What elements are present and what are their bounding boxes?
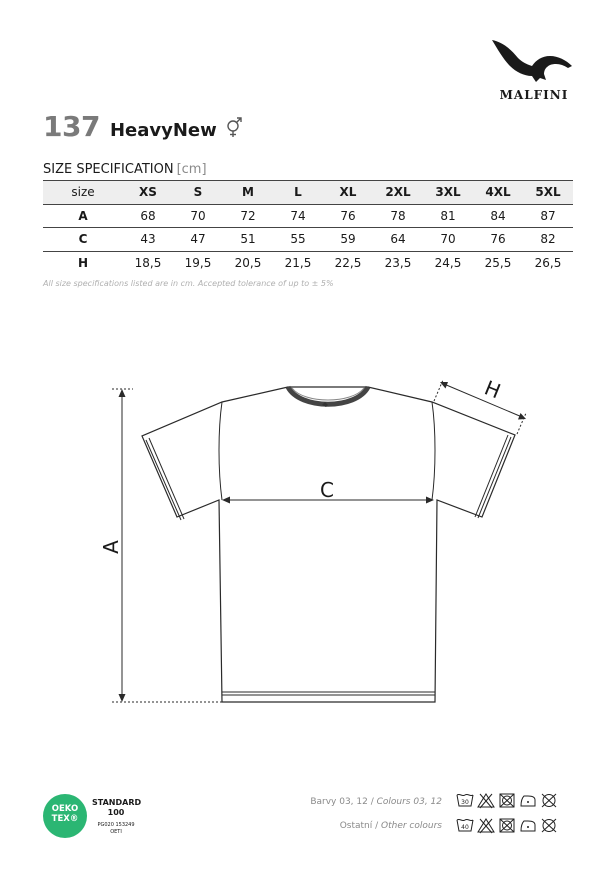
header-cell: XS bbox=[139, 185, 157, 200]
table-cell: 25,5 bbox=[484, 256, 512, 270]
product-number: 137 bbox=[43, 110, 100, 143]
header-cell: M bbox=[242, 185, 254, 200]
colours1-cz: Barvy 03, 12 / bbox=[310, 797, 377, 807]
table-cell: 18,5 bbox=[134, 256, 162, 270]
colours1-en: Colours 03, 12 bbox=[376, 797, 442, 807]
brand-logo bbox=[488, 36, 580, 104]
table-cell: 78 bbox=[390, 208, 406, 223]
size-table-header bbox=[43, 181, 573, 205]
standard-label bbox=[92, 798, 140, 818]
header-cell: S bbox=[193, 185, 203, 200]
table-row bbox=[43, 204, 573, 228]
header-cell: 2XL bbox=[385, 185, 411, 200]
table-cell: 82 bbox=[540, 232, 556, 247]
no-bleach-icon bbox=[477, 792, 495, 809]
size-spec-title: SIZE SPECIFICATION bbox=[43, 162, 174, 177]
no-dry-clean-icon bbox=[540, 792, 558, 809]
table-cell: 87 bbox=[540, 208, 556, 223]
no-bleach-icon bbox=[477, 817, 495, 834]
product-name: HeavyNew bbox=[109, 120, 217, 141]
row-label: C bbox=[78, 232, 88, 247]
table-cell: 76 bbox=[490, 232, 506, 247]
wash-temp-2: 40 bbox=[461, 824, 469, 831]
brand-name: MALFINI bbox=[499, 88, 569, 102]
tshirt-diagram bbox=[0, 370, 614, 720]
oeko-line1: OEKO bbox=[51, 804, 79, 814]
table-cell: 55 bbox=[290, 232, 306, 247]
iron-low-icon bbox=[519, 792, 537, 809]
wash-30-icon bbox=[456, 792, 474, 809]
colours-line-1 bbox=[310, 797, 442, 807]
colours2-cz: Ostatní / bbox=[339, 821, 382, 831]
eagle-icon bbox=[488, 36, 580, 88]
table-cell: 81 bbox=[440, 208, 456, 223]
table-cell: 72 bbox=[240, 208, 256, 223]
standard-line1: STANDARD bbox=[92, 798, 142, 807]
table-cell: 47 bbox=[190, 232, 206, 247]
row-label: H bbox=[77, 256, 89, 270]
table-cell: 70 bbox=[440, 232, 456, 247]
certificate-code bbox=[92, 822, 140, 836]
wash-40-icon bbox=[456, 817, 474, 834]
wash-temp-1: 30 bbox=[461, 799, 469, 806]
header-cell: 3XL bbox=[435, 185, 461, 200]
size-spec-unit: [cm] bbox=[176, 162, 207, 177]
cert-line1: PG020 153249 bbox=[97, 822, 135, 828]
table-cell: 68 bbox=[140, 208, 156, 223]
oeko-line2: TEX® bbox=[51, 814, 79, 824]
unisex-icon bbox=[225, 116, 243, 138]
table-cell: 59 bbox=[340, 232, 356, 247]
oeko-tex-text bbox=[43, 794, 87, 838]
label-c: C bbox=[320, 478, 334, 502]
table-cell: 21,5 bbox=[284, 256, 312, 270]
tshirt-outline bbox=[142, 387, 515, 702]
table-row bbox=[43, 228, 573, 252]
product-title bbox=[43, 110, 243, 144]
tolerance-note: All size specifications listed are in cm. Accepted tolerance of up to ± 5% bbox=[43, 279, 334, 288]
table-cell: 74 bbox=[290, 208, 306, 223]
header-cell: 5XL bbox=[535, 185, 561, 200]
table-cell: 64 bbox=[390, 232, 406, 247]
table-cell: 51 bbox=[240, 232, 256, 247]
care-symbols-row-1 bbox=[456, 792, 558, 809]
size-spec-heading bbox=[43, 162, 207, 177]
no-dry-clean-icon bbox=[540, 817, 558, 834]
table-row bbox=[43, 251, 573, 275]
row-label: A bbox=[78, 208, 88, 223]
table-cell: 76 bbox=[340, 208, 356, 223]
table-cell: 70 bbox=[190, 208, 206, 223]
standard-line2: 100 bbox=[107, 808, 125, 817]
table-cell: 84 bbox=[490, 208, 506, 223]
iron-low-icon bbox=[519, 817, 537, 834]
table-cell: 23,5 bbox=[384, 256, 412, 270]
label-h: H bbox=[481, 375, 505, 404]
table-cell: 22,5 bbox=[334, 256, 362, 270]
no-tumble-dry-icon bbox=[498, 792, 516, 809]
no-tumble-dry-icon bbox=[498, 817, 516, 834]
colours2-en: Other colours bbox=[381, 821, 442, 831]
table-cell: 43 bbox=[140, 232, 156, 247]
header-cell: 4XL bbox=[485, 185, 511, 200]
size-table bbox=[43, 180, 573, 275]
label-a: A bbox=[99, 540, 123, 554]
header-cell: XL bbox=[339, 185, 357, 200]
colours-line-2 bbox=[340, 821, 442, 831]
table-cell: 26,5 bbox=[534, 256, 562, 270]
table-cell: 19,5 bbox=[184, 256, 212, 270]
table-cell: 24,5 bbox=[434, 256, 462, 270]
header-cell: size bbox=[71, 185, 95, 200]
cert-line2: OETI bbox=[110, 829, 122, 835]
table-cell: 20,5 bbox=[234, 256, 262, 270]
header-cell: L bbox=[294, 185, 302, 200]
care-symbols-row-2 bbox=[456, 817, 558, 834]
